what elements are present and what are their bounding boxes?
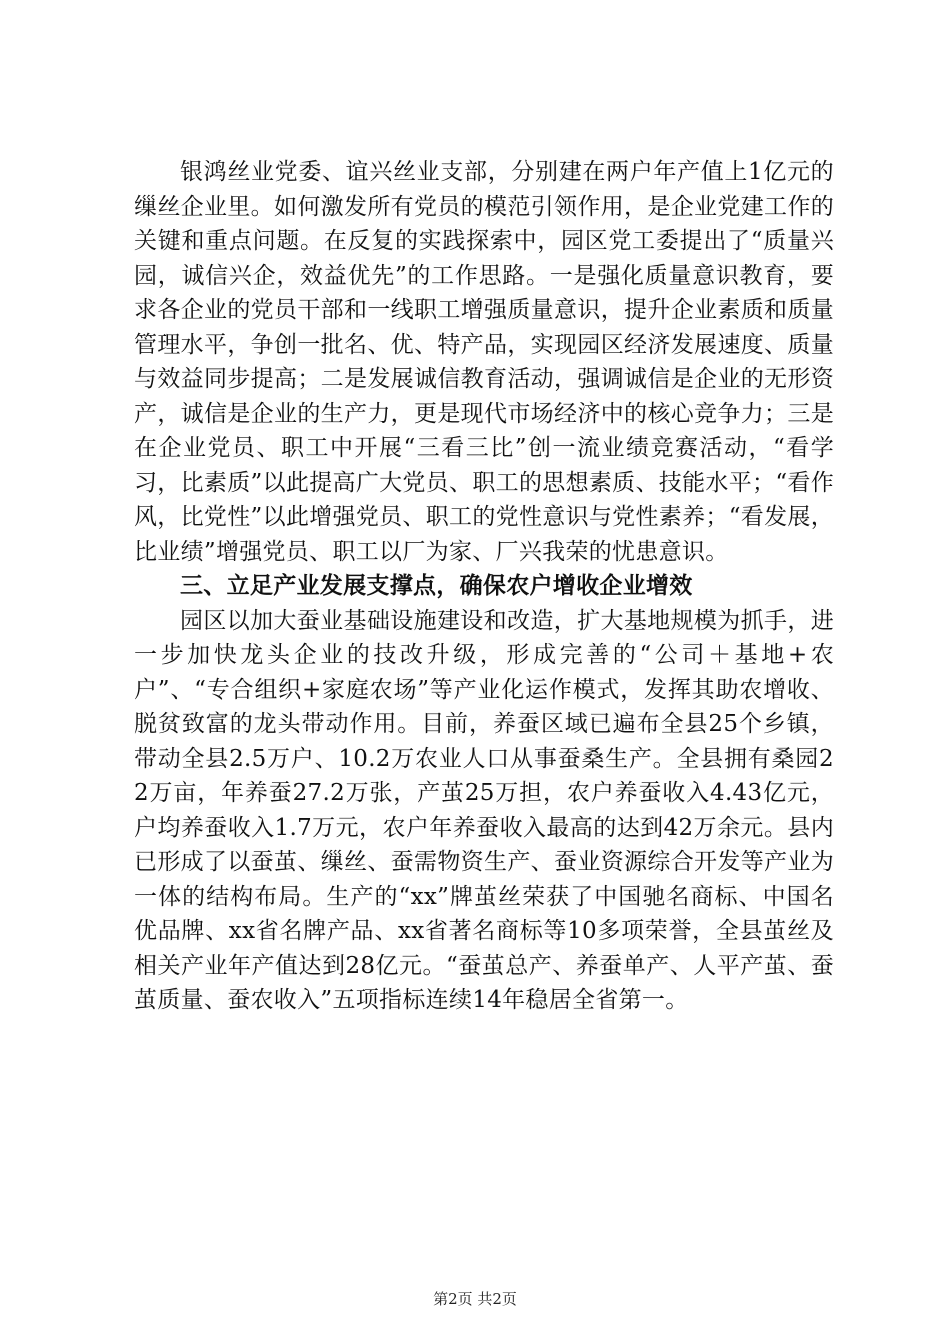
section-heading: 三、立足产业发展支撑点，确保农户增收企业增效 <box>180 573 693 599</box>
body-paragraph: 银鸿丝业党委、谊兴丝业支部，分别建在两户年产值上1亿元的缫丝企业里。如何激发所有党员的模范引领作用，是企业党建工作的关键和重点问题。在反复的实践探索中，园区党工委提出了“质量兴园，诚信兴企，效益优先”的工作思路。一是强化质量意识教育，要求各企业的党员干部和一线职工增强质量意识，提升企业素质和质量管理水平，争创一批名、优、特产品，实现园区经济发展速度、质量与效益同步提高；二是发展诚信教育活动，强调诚信是企业的无形资产，诚信是企业的生产力，更是现代市场经济中的核心竞争力；三是在企业党员、职工中开展“三看三比”创一流业绩竞赛活动，“看学习，比素质”以此提高广大党员、职工的思想素质、技能水平；“看作风，比党性”以此增强党员、职工的党性意识与党性素养；“看发展，比业绩”增强党员、职工以厂为家、厂兴我荣的忧患意识。 <box>134 159 834 565</box>
page-number-footer: 第2页 共2页 <box>433 1290 517 1308</box>
body-paragraph: 园区以加大蚕业基础设施建设和改造，扩大基地规模为抓手，进一步加快龙头企业的技改升级，形成完善的“公司＋基地+农户”、“专合组织+家庭农场”等产业化运作模式，发挥其助农增收、脱贫致富的龙头带动作用。目前，养蚕区域已遍布全县25个乡镇，带动全县2.5万户、10.2万农业人口从事蚕桑生产。全县拥有桑园22万亩，年养蚕27.2万张，产茧25万担，农户养蚕收入4.43亿元，户均养蚕收入1.7万元，农户年养蚕收入最高的达到42万余元。县内已形成了以蚕茧、缫丝、蚕需物资生产、蚕业资源综合开发等产业为一体的结构布局。生产的“xx”牌茧丝荣获了中国驰名商标、中国名优品牌、xx省名牌产品、xx省著名商标等10多项荣誉，全县茧丝及相关产业年产值达到28亿元。“蚕茧总产、养蚕单产、人平产茧、蚕茧质量、蚕农收入”五项指标连续14年稳居全省第一。 <box>134 607 834 1013</box>
document-body <box>134 155 834 1018</box>
